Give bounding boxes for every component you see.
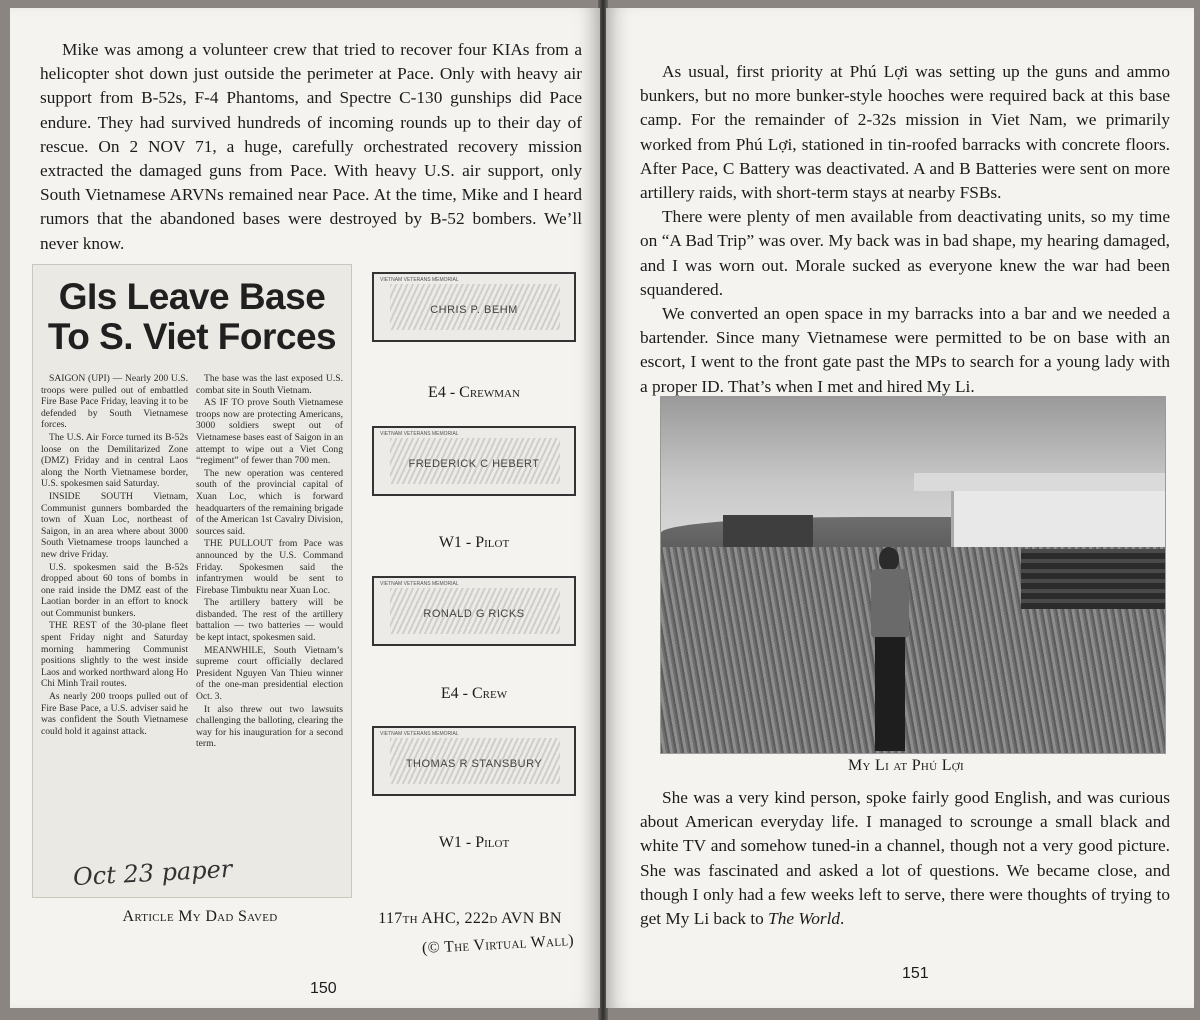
rubbing-header: VIETNAM VETERANS MEMORIAL — [380, 731, 459, 737]
clipping-body — [41, 373, 343, 750]
rank-caption: E4 - Crew — [440, 685, 508, 702]
right-paragraph: As usual, first priority at Phú Lợi was setting up the guns and ammo bunkers, but no more bunker-style hooches were required back at this base camp. For the remainder of 2-32s mission in Viet Nam, we primarily worked from Phú Lợi, stationed in tin-roofed barracks with concrete floors. After Pace, C Battery was deactivated. A and B Batteries were sent on more artillery raids, with short-term stays at nearby FSBs. — [640, 62, 1170, 203]
page-number-right: 151 — [902, 965, 929, 982]
clipping-paragraph: U.S. spokesmen said the B-52s dropped about 60 tons of bombs in one raid inside the DMZ east of the Laotian border in an effort to knock out Communist bunkers. — [41, 561, 188, 619]
article-caption: Article My Dad Saved — [122, 908, 278, 925]
rubbing-header: VIETNAM VETERANS MEMORIAL — [380, 277, 459, 283]
right-paragraph: We converted an open space in my barracks into a bar and we needed a bartender. Since many Vietnamese were permitted to be on base with an escort, I went to the front gate past the MPs to search for a young lady with a proper ID. That’s when I met and hired My Li. — [640, 304, 1170, 396]
left-body-text — [40, 38, 582, 256]
right-body-text — [640, 60, 1170, 399]
right-body-text-lower — [640, 786, 1170, 931]
handwritten-note: Oct 23 paper — [72, 854, 233, 892]
page-number-left: 150 — [310, 980, 337, 997]
left-paragraph: Mike was among a volunteer crew that tried to recover four KIAs from a helicopter shot down just outside the perimeter at Pace. Only with heavy air support from B-52s, F-4 Phantoms, and Spectre C-130 gunships did Pace endure. They had survived hundreds of incoming rounds up to their day of rescue. On 2 NOV 71, a huge, carefully orchestrated recovery mission extracted the damaged guns from Pace. With heavy U.S. air support, only South Vietnamese ARVNs remained near Pace. At the time, Mike and I heard rumors that the abandoned bases were destroyed by B-52 bombers. We’ll never know. — [40, 40, 582, 253]
clipping-paragraph: SAIGON (UPI) — Nearly 200 U.S. troops were pulled out of embattled Fire Base Pace Friday, leaving it to be defended by South Vietnamese forces. — [41, 373, 188, 431]
italic-title: The World — [768, 909, 841, 929]
paragraph-end: . — [840, 909, 845, 929]
rank-caption: W1 - Pilot — [438, 534, 510, 551]
clipping-headline-line1: GIs Leave Base — [58, 276, 326, 317]
paragraph-text: She was a very kind person, spoke fairly good English, and was curious about American everyday life. I managed to scrounge a small black and white TV and somehow tuned-in a channel, though not a very good picture. She was fascinated and asked a lot of questions. We became close, and though I only had a few weeks left to serve, there were thoughts of trying to get My Li back to — [640, 788, 1170, 929]
clipping-paragraph: The base was the last exposed U.S. combat site in South Vietnam. — [196, 373, 343, 396]
clipping-paragraph: INSIDE SOUTH Vietnam, Communist gunners bombarded the town of Xuan Loc, northeast of Saigon, in an area where about 3000 South Vietnamese troops launched a new drive Friday. — [41, 490, 188, 560]
clipping-paragraph: The new operation was centered south of the provincial capital of Xuan Loc, which is forward headquarters of the remaining brigade of the American 1st Cavalry Division, sources said. — [196, 467, 343, 537]
clipping-headline-line2: To S. Viet Forces — [47, 316, 337, 357]
right-paragraph-last — [640, 786, 1170, 931]
memorial-rubbing — [372, 272, 576, 342]
photo-sandbags — [1021, 549, 1165, 609]
photo-person-torso — [871, 569, 909, 639]
photo-roof — [914, 473, 1166, 491]
memorial-rubbing — [372, 576, 576, 646]
clipping-headline — [37, 277, 347, 357]
rubbing-header: VIETNAM VETERANS MEMORIAL — [380, 581, 459, 587]
photo-person-head — [879, 547, 899, 571]
rubbing-name: FREDERICK C HEBERT — [408, 458, 540, 470]
right-paragraph: There were plenty of men available from deactivating units, so my time on “A Bad Trip” was over. My back was in bad shape, my hearing damaged, and I was worn out. Morale sucked as everyone knew the war had been squandered. — [640, 207, 1170, 299]
clipping-paragraph: MEANWHILE, South Vietnam’s supreme court officially declared President Nguyen Van Thieu winner of the one-man presidential election Oct. 3. — [196, 644, 343, 703]
photo-shed — [723, 515, 813, 547]
rubbing-header: VIETNAM VETERANS MEMORIAL — [380, 431, 459, 437]
photo-person — [867, 547, 913, 751]
clipping-paragraph: The U.S. Air Force turned its B-52s loose on the Demilitarized Zone (DMZ) Friday and in central Laos along the North Vietnamese border, U.S. spokesmen said Saturday. — [41, 431, 188, 490]
clipping-paragraph: The artillery battery will be disbanded. The rest of the artillery battalion — two batteries — would be kept intact, spokesmen said. — [196, 597, 343, 644]
rubbing-name: CHRIS P. BEHM — [430, 304, 518, 316]
rubbing-name: THOMAS R STANSBURY — [405, 758, 543, 770]
unit-caption: 117th AHC, 222d AVN BN — [378, 910, 562, 927]
rank-caption: E4 - Crewman — [428, 384, 520, 401]
clipping-paragraph: It also threw out two lawsuits challenging the balloting, clearing the way for his inauguration for a second term. — [196, 703, 343, 750]
memorial-rubbing — [372, 726, 576, 796]
clipping-paragraph: AS IF TO prove South Vietnamese troops now are protecting Americans, 3000 soldiers swept out of Vietnamese bases east of Saigon in an attempt to wipe out a Viet Cong “regiment” of fewer than 700 men. — [196, 397, 343, 467]
clipping-paragraph: As nearly 200 troops pulled out of Fire Base Pace, a U.S. adviser said he was confident the South Vietnamese could hold it against attack. — [41, 691, 188, 737]
photo-caption: My Li at Phú Lợi — [847, 757, 965, 774]
rank-caption: W1 - Pilot — [438, 834, 510, 851]
rubbing-name: RONALD G RICKS — [423, 608, 525, 620]
photo-person-legs — [875, 637, 905, 751]
photo-my-li — [660, 396, 1166, 754]
left-page — [10, 8, 600, 1008]
credit-caption: (© The Virtual Wall) — [421, 932, 575, 957]
memorial-rubbing — [372, 426, 576, 496]
right-page — [606, 8, 1194, 1008]
newspaper-clipping — [32, 264, 352, 898]
clipping-paragraph: THE PULLOUT from Pace was announced by the U.S. Command Friday. Spokesmen said the infantrymen would be sent to Firebase Timbuktu near Xuan Loc. — [196, 538, 343, 596]
clipping-paragraph: THE REST of the 30-plane fleet spent Friday night and Saturday morning hammering Communist positions slightly to the west inside Laos and worked northward along Ho Chi Minh Trail routes. — [41, 620, 188, 690]
